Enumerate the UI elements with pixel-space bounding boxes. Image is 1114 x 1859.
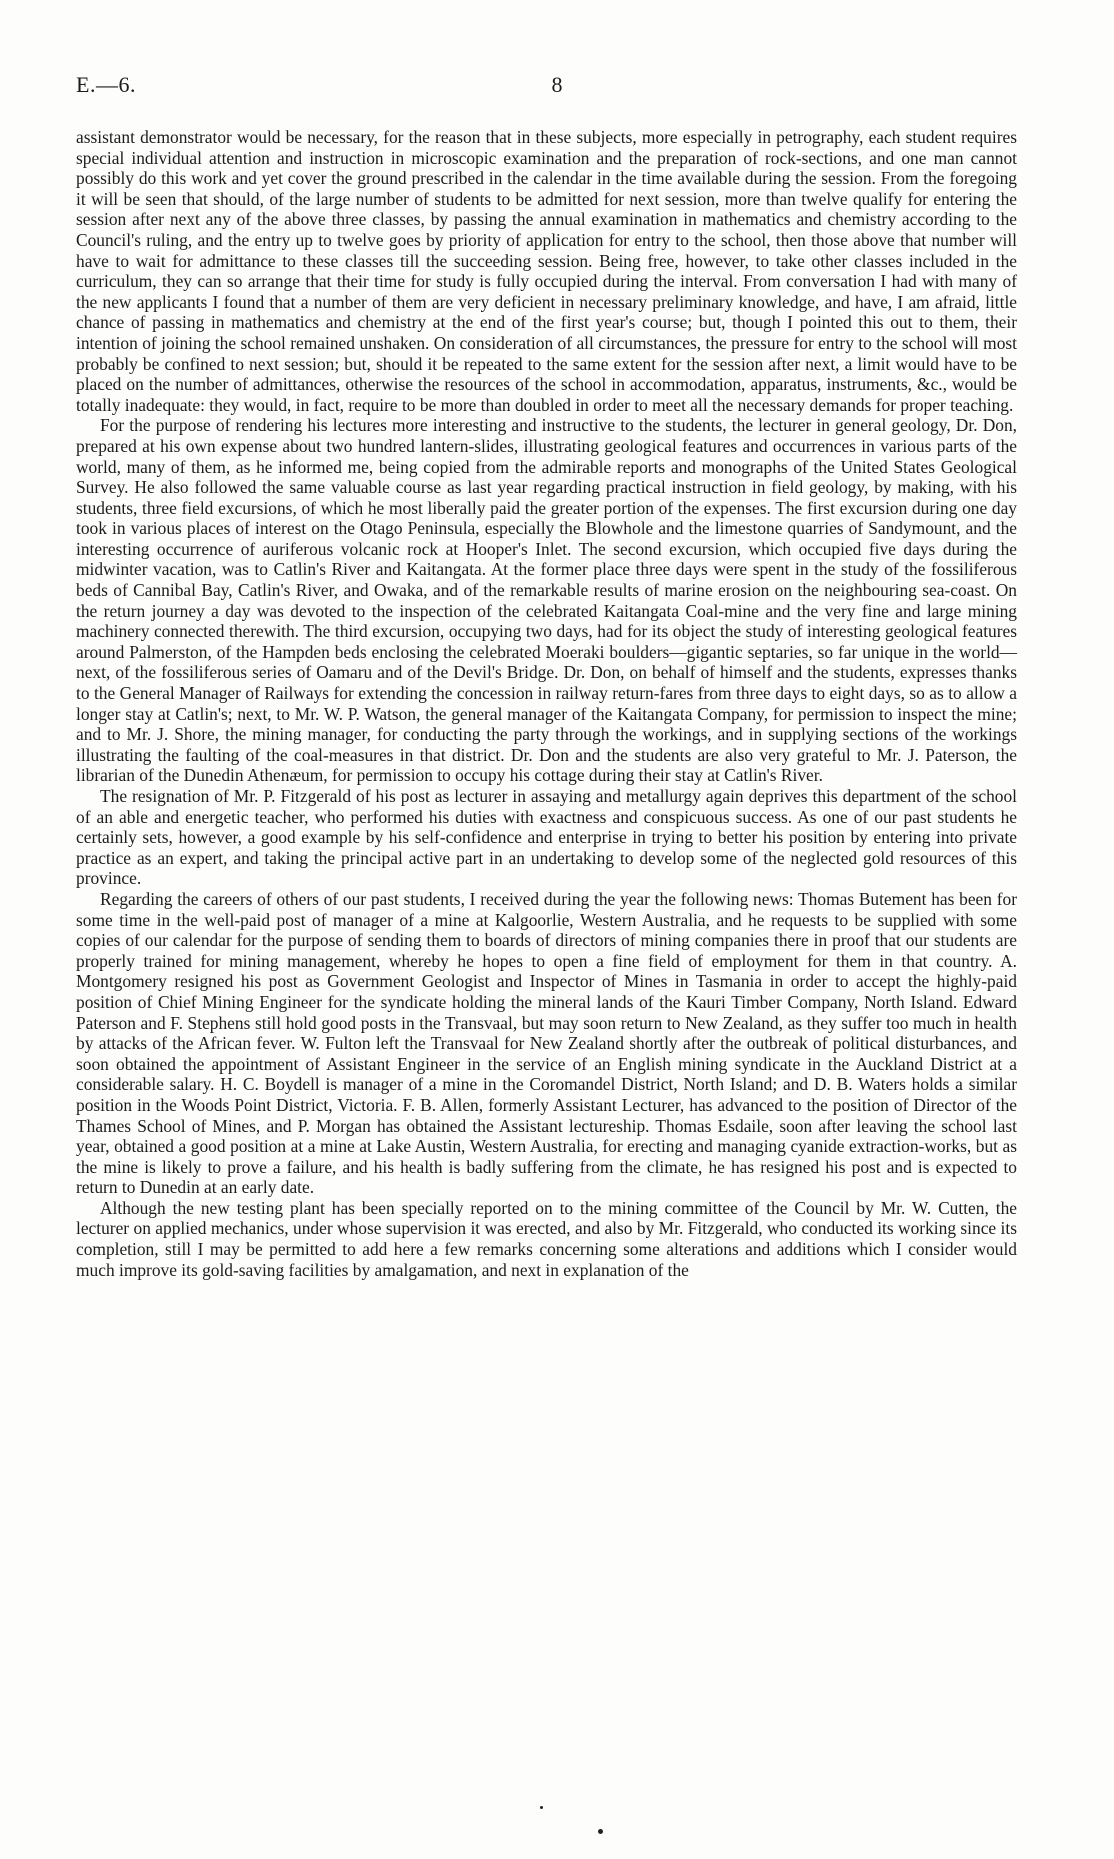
paragraph-past-students: Regarding the careers of others of our past students, I received during the year the following news: Thomas Butement has been for some time in the well-paid post of manager of a mine at Kalgoorlie, Western Australia, and he requests to be supplied with some copies of our calendar for the purpose of sending them to boards of directors of mining companies there in proof that our students are properly trained for mining management, whereby he hopes to open a fine field of employment for them in that country. A. Montgomery resigned his post as Government Geologist and Inspector of Mines in Tasmania in order to accept the highly-paid position of Chief Mining Engineer for the syndicate holding the mineral lands of the Kauri Timber Company, North Island. Edward Paterson and F. Stephens still hold good posts in the Transvaal, but may soon return to New Zealand, as they suffer too much in health by attacks of the African fever. W. Fulton left the Transvaal for New Zealand shortly after the outbreak of political disturbances, and soon obtained the appointment of Assistant Engineer in the service of an English mining syndicate in the Auckland District at a considerable salary. H. C. Boydell is manager of a mine in the Coromandel District, North Island; and D. B. Waters holds a similar position in the Woods Point District, Victoria. F. B. Allen, formerly Assistant Lecturer, has advanced to the position of Director of the Thames School of Mines, and P. Morgan has obtained the Assistant lectureship. Thomas Esdaile, soon after leaving the school last year, obtained a good position at a mine at Lake Austin, Western Australia, for erecting and managing cyanide extraction-works, but as the mine is likely to prove a failure, and his health is badly suffering from the climate, he has resigned his post and is expected to return to Dunedin at an early date.	[76, 888, 1017, 1198]
paragraph-continuation: assistant demonstrator would be necessary, for the reason that in these subjects, more especially in petrography, each student requires special individual attention and instruction in microscopic examination and the preparation of rock-sections, and one man cannot possibly do this work and yet cover the ground prescribed in the calendar in the time available during the session. From the foregoing it will be seen that should, of the large number of students to be admitted for next session, more than twelve qualify for entering the session after next any of the above three classes, by passing the annual examination in mathematics and chemistry according to the Council's ruling, and the entry up to twelve goes by priority of application for entry to the school, then those above that number will have to wait for admittance to these classes till the succeeding session. Being free, however, to take other classes included in the curriculum, they can so arrange that their time for study is fully occupied during the interval. From conversation I had with many of the new applicants I found that a number of them are very deficient in necessary preliminary knowledge, and have, I am afraid, little chance of passing in mathematics and chemistry at the end of the first year's course; but, though I pointed this out to them, their intention of joining the school remained unshaken. On consideration of all circumstances, the pressure for entry to the school will most probably be confined to next session; but, should it be repeated to the same extent for the session after next, a limit would have to be placed on the number of admittances, otherwise the resources of the school in accommodation, apparatus, instruments, &c., would be totally inadequate: they would, in fact, require to be more than doubled in order to meet all the necessary demands for proper teaching.	[76, 127, 1017, 415]
body-text	[76, 127, 1017, 1280]
page-header	[76, 72, 1038, 102]
paragraph-geology-excursions: For the purpose of rendering his lectures more interesting and instructive to the students, the lecturer in general geology, Dr. Don, prepared at his own expense about two hundred lantern-slides, illustrating geological features and occurrences in various parts of the world, many of them, as he informed me, being copied from the admirable reports and monographs of the United States Geological Survey. He also followed the same valuable course as last year regarding practical instruction in field geology, by making, with his students, three field excursions, of which he most liberally paid the greater portion of the expenses. The first excursion during one day took in various places of interest on the Otago Peninsula, especially the Blowhole and the limestone quarries of Sandymount, and the interesting occurrence of auriferous volcanic rock at Hooper's Inlet. The second excursion, which occupied five days during the midwinter vacation, was to Catlin's River and Kaitangata. At the former place three days were spent in the study of the fossiliferous beds of Cannibal Bay, Catlin's River, and Owaka, and of the remarkable results of marine erosion on the neighbouring sea-coast. On the return journey a day was devoted to the inspection of the celebrated Kaitangata Coal-mine and the very fine and large mining machinery connected therewith. The third excursion, occupying two days, had for its object the study of interesting geological features around Palmerston, of the Hampden beds enclosing the celebrated Moeraki boulders—gigantic septaries, so far unique in the world—next, of the fossiliferous series of Oamaru and of the Devil's Bridge. Dr. Don, on behalf of himself and the students, expresses thanks to the General Manager of Railways for extending the concession in railway return-fares from three days to eight days, so as to allow a longer stay at Catlin's; next, to Mr. W. P. Watson, the general manager of the Kaitangata Company, for permission to inspect the mine; and to Mr. J. Shore, the mining manager, for conducting the party through the workings, and in supplying sections of the workings illustrating the faulting of the coal-measures in that district. Dr. Don and the students are also very grateful to Mr. J. Paterson, the librarian of the Dunedin Athenæum, for permission to occupy his cottage during their stay at Catlin's River.	[76, 415, 1017, 786]
paragraph-fitzgerald-resignation: The resignation of Mr. P. Fitzgerald of his post as lecturer in assaying and metallurgy again deprives this department of the school of an able and energetic teacher, who performed his duties with exactness and conspicuous success. As one of our past students he certainly sets, however, a good example by his self-confidence and enterprise in trying to better his position by entering into private practice as an expert, and taking the principal active part in an undertaking to develop some of the neglected gold resources of this province.	[76, 786, 1017, 889]
document-reference: E.—6.	[76, 72, 136, 97]
page-number: 8	[551, 72, 563, 97]
scan-speck	[540, 1806, 543, 1809]
scan-speck	[598, 1829, 603, 1834]
paragraph-testing-plant: Although the new testing plant has been specially reported on to the mining committee of the Council by Mr. W. Cutten, the lecturer on applied mechanics, under whose supervision it was erected, and also by Mr. Fitzgerald, who conducted its working since its completion, still I may be permitted to add here a few remarks concerning some alterations and additions which I consider would much improve its gold-saving facilities by amalgamation, and next in explanation of the	[76, 1197, 1017, 1280]
